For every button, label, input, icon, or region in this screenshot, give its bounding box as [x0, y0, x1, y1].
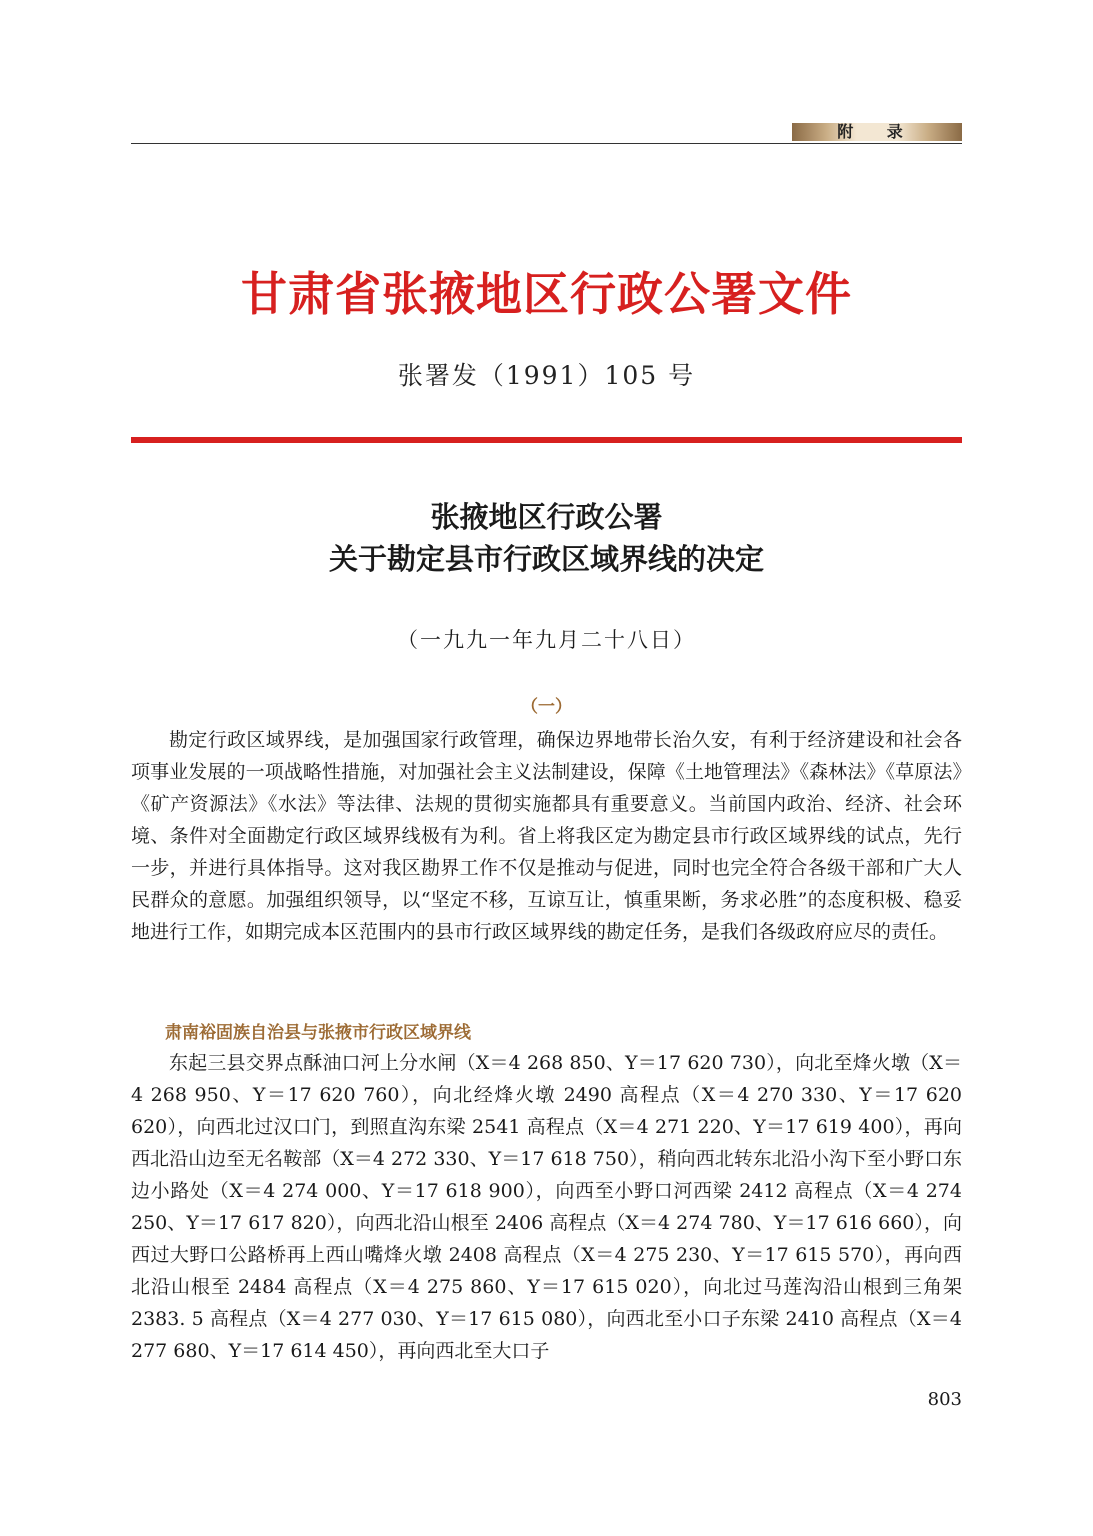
document-number: 张署发（1991）105 号 — [397, 361, 696, 390]
decision-title-line1: 张掖地区行政公署 — [430, 500, 663, 534]
section-number: （一） — [521, 697, 572, 717]
header-section-label: 附 录 — [837, 122, 917, 141]
body-paragraph-1: 勘定行政区域界线，是加强国家行政管理，确保边界地带长治久安，有利于经济建设和社会各项事业发展的一项战略性措施，对加强社会主义法制建设，保障《土地管理法》《森林法》《草原法》《矿产资源法》《水法》等法律、法规的贯彻实施都具有重要意义。当前国内政治、经济、社会环境、条件对全面勘定行政区域界线极有为利。省上将我区定为勘定县市行政区域界线的试点，先行一步，并进行具体指导。这对我区勘界工作不仅是推动与促进，同时也完全符合各级干部和广大人民群众的意愿。加强组织领导，以“坚定不移，互谅互让，慎重果断，务求必胜”的态度积极、稳妥地进行工作，如期完成本区范围内的县市行政区域界线的勘定任务，是我们各级政府应尽的责任。 — [131, 729, 962, 943]
page-number: 803 — [927, 1389, 962, 1410]
decision-title-line2: 关于勘定县市行政区域界线的决定 — [328, 542, 764, 576]
decision-title — [131, 496, 962, 580]
red-divider — [131, 437, 962, 443]
body-paragraph-2: 东起三县交界点酥油口河上分水闸（X＝4 268 850、Y＝17 620 730），向北至烽火墩（X＝4 268 950、Y＝17 620 760），向北经烽火墩 2490 高程点（X＝4 270 330、Y＝17 620 620），向西北过汉口门，到照直沟东梁 2541 高程点（X＝4 271 220、Y＝17 619 400），再向西北沿山边至无名鞍部（X＝4 272 330、Y＝17 618 750），稍向西北转东北沿小沟下至小野口东边小路处（X＝4 274 000、Y＝17 618 900），向西至小野口河西梁 2412 高程点（X＝4 274 250、Y＝17 617 820），向西北沿山根至 2406 高程点（X＝4 274 780、Y＝17 616 660），向西过大野口公路桥再上西山嘴烽火墩 2408 高程点（X＝4 275 230、Y＝17 615 570），再向西北沿山根至 2484 高程点（X＝4 275 860、Y＝17 615 020），向北过马莲沟沿山根到三角架 2383. 5 高程点（X＝4 277 030、Y＝17 615 080），向西北至小口子东梁 2410 高程点（X＝4 277 680、Y＝17 614 450），再向西北至大口子 — [131, 1052, 962, 1362]
header-divider — [131, 143, 962, 144]
issuer-title: 甘肃省张掖地区行政公署文件 — [241, 267, 852, 321]
decision-date: （一九九一年九月二十八日） — [397, 628, 696, 652]
boundary-subheading: 肃南裕固族自治县与张掖市行政区域界线 — [165, 1023, 471, 1043]
